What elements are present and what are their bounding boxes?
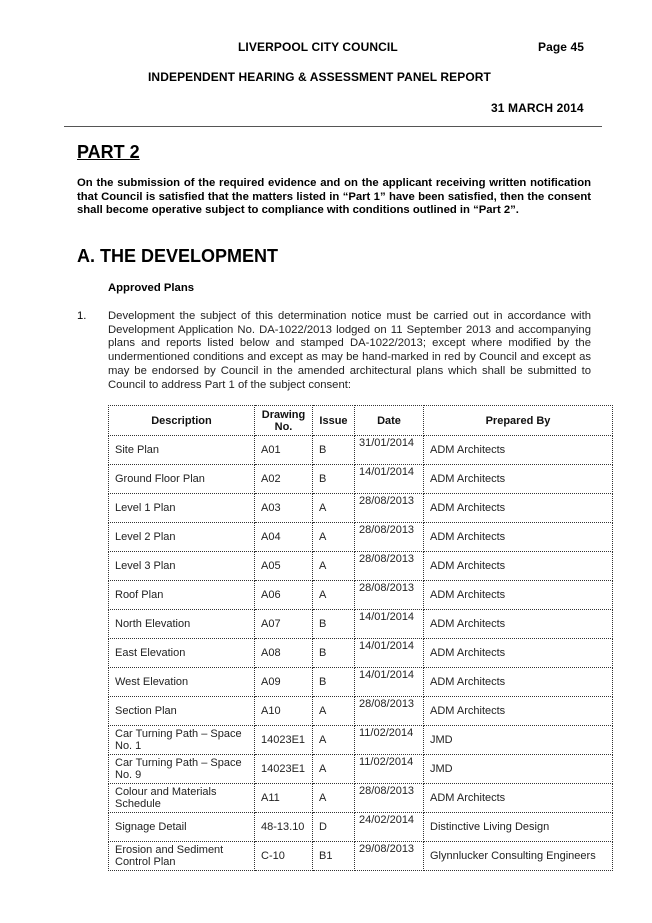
cell-date: 24/02/2014 — [355, 813, 424, 842]
header-description: Description — [109, 406, 255, 436]
cell-prepared-by: ADM Architects — [424, 523, 613, 552]
cell-prepared-by: ADM Architects — [424, 581, 613, 610]
section-subtitle: Approved Plans — [108, 282, 195, 294]
cell-date: 28/08/2013 — [355, 494, 424, 523]
cell-issue: A — [313, 552, 355, 581]
table-row — [109, 610, 613, 639]
cell-date: 14/01/2014 — [355, 465, 424, 494]
table-row — [109, 784, 613, 813]
cell-drawing-no: 48-13.10 — [255, 813, 313, 842]
cell-date: 11/02/2014 — [355, 755, 424, 784]
cell-drawing-no: A01 — [255, 436, 313, 465]
cell-drawing-no: A10 — [255, 697, 313, 726]
approved-plans-table — [108, 405, 613, 871]
cell-drawing-no: A06 — [255, 581, 313, 610]
cell-prepared-by: ADM Architects — [424, 465, 613, 494]
cell-issue: A — [313, 784, 355, 813]
cell-date: 14/01/2014 — [355, 610, 424, 639]
cell-issue: B — [313, 668, 355, 697]
cell-date: 28/08/2013 — [355, 552, 424, 581]
cell-drawing-no: A04 — [255, 523, 313, 552]
table-row — [109, 465, 613, 494]
cell-drawing-no: C-10 — [255, 842, 313, 871]
cell-date: 29/08/2013 — [355, 842, 424, 871]
cell-drawing-no: A02 — [255, 465, 313, 494]
table-row — [109, 639, 613, 668]
cell-description: Car Turning Path – Space No. 9 — [109, 755, 255, 784]
part-title: PART 2 — [77, 142, 140, 162]
cell-issue: A — [313, 523, 355, 552]
council-name: LIVERPOOL CITY COUNCIL — [238, 40, 398, 54]
cell-date: 28/08/2013 — [355, 697, 424, 726]
report-date: 31 MARCH 2014 — [491, 101, 584, 115]
cell-prepared-by: ADM Architects — [424, 784, 613, 813]
cell-issue: A — [313, 755, 355, 784]
cell-issue: A — [313, 726, 355, 755]
header-date: Date — [355, 406, 424, 436]
cell-drawing-no: A07 — [255, 610, 313, 639]
table-row — [109, 552, 613, 581]
cell-description: West Elevation — [109, 668, 255, 697]
table-row — [109, 755, 613, 784]
cell-description: Signage Detail — [109, 813, 255, 842]
cell-issue: B — [313, 610, 355, 639]
cell-prepared-by: ADM Architects — [424, 436, 613, 465]
cell-drawing-no: A05 — [255, 552, 313, 581]
item-number: 1. — [77, 310, 87, 322]
cell-date: 14/01/2014 — [355, 639, 424, 668]
cell-date: 28/08/2013 — [355, 581, 424, 610]
cell-issue: B — [313, 639, 355, 668]
table-header-row — [109, 406, 613, 436]
cell-description: North Elevation — [109, 610, 255, 639]
cell-prepared-by: JMD — [424, 726, 613, 755]
cell-drawing-no: A08 — [255, 639, 313, 668]
cell-issue: A — [313, 581, 355, 610]
cell-issue: A — [313, 494, 355, 523]
header-prepared-by: Prepared By — [424, 406, 613, 436]
cell-description: Level 1 Plan — [109, 494, 255, 523]
cell-prepared-by: ADM Architects — [424, 610, 613, 639]
cell-description: Colour and Materials Schedule — [109, 784, 255, 813]
cell-drawing-no: A03 — [255, 494, 313, 523]
cell-prepared-by: Glynnlucker Consulting Engineers — [424, 842, 613, 871]
header-drawing-no: Drawing No. — [255, 406, 313, 436]
cell-issue: B — [313, 465, 355, 494]
cell-description: Roof Plan — [109, 581, 255, 610]
table-row — [109, 523, 613, 552]
cell-drawing-no: A09 — [255, 668, 313, 697]
cell-issue: D — [313, 813, 355, 842]
table-row — [109, 668, 613, 697]
table-row — [109, 842, 613, 871]
cell-prepared-by: Distinctive Living Design — [424, 813, 613, 842]
part-intro: On the submission of the required evidence and on the applicant receiving written notification that Council is satisfied that the matters listed in “Part 1” have been satisfied, then the consent shall become operative subject to compliance with conditions outlined in “Part 2”. — [77, 177, 591, 217]
cell-description: Car Turning Path – Space No. 1 — [109, 726, 255, 755]
table-row — [109, 494, 613, 523]
cell-description: Ground Floor Plan — [109, 465, 255, 494]
cell-date: 28/08/2013 — [355, 523, 424, 552]
table-row — [109, 436, 613, 465]
table-row — [109, 813, 613, 842]
cell-description: East Elevation — [109, 639, 255, 668]
cell-date: 14/01/2014 — [355, 668, 424, 697]
cell-issue: A — [313, 697, 355, 726]
cell-prepared-by: ADM Architects — [424, 697, 613, 726]
item-text: Development the subject of this determination notice must be carried out in accordance with Development Application No. DA-1022/2013 lodged on 11 September 2013 and accompanying plans and reports listed below and stamped DA-1022/2013; except where modified by the undermentioned conditions and except as may be hand-marked in red by Council and except as may be endorsed by Council in the amended architectural plans which shall be submitted to Council to address Part 1 of the subject consent: — [108, 310, 591, 391]
cell-prepared-by: ADM Architects — [424, 494, 613, 523]
cell-description: Site Plan — [109, 436, 255, 465]
cell-issue: B1 — [313, 842, 355, 871]
cell-date: 28/08/2013 — [355, 784, 424, 813]
cell-date: 31/01/2014 — [355, 436, 424, 465]
cell-description: Level 3 Plan — [109, 552, 255, 581]
cell-prepared-by: JMD — [424, 755, 613, 784]
table-row — [109, 697, 613, 726]
report-title: INDEPENDENT HEARING & ASSESSMENT PANEL REPORT — [148, 70, 491, 84]
cell-drawing-no: 14023E1 — [255, 726, 313, 755]
cell-description: Level 2 Plan — [109, 523, 255, 552]
cell-description: Section Plan — [109, 697, 255, 726]
cell-issue: B — [313, 436, 355, 465]
section-title: A. THE DEVELOPMENT — [77, 246, 279, 266]
table-row — [109, 581, 613, 610]
header-divider — [64, 126, 602, 127]
page-number: Page 45 — [538, 40, 585, 54]
cell-description: Erosion and Sediment Control Plan — [109, 842, 255, 871]
cell-prepared-by: ADM Architects — [424, 639, 613, 668]
cell-prepared-by: ADM Architects — [424, 668, 613, 697]
cell-drawing-no: A11 — [255, 784, 313, 813]
table-row — [109, 726, 613, 755]
cell-date: 11/02/2014 — [355, 726, 424, 755]
cell-drawing-no: 14023E1 — [255, 755, 313, 784]
cell-prepared-by: ADM Architects — [424, 552, 613, 581]
header-issue: Issue — [313, 406, 355, 436]
